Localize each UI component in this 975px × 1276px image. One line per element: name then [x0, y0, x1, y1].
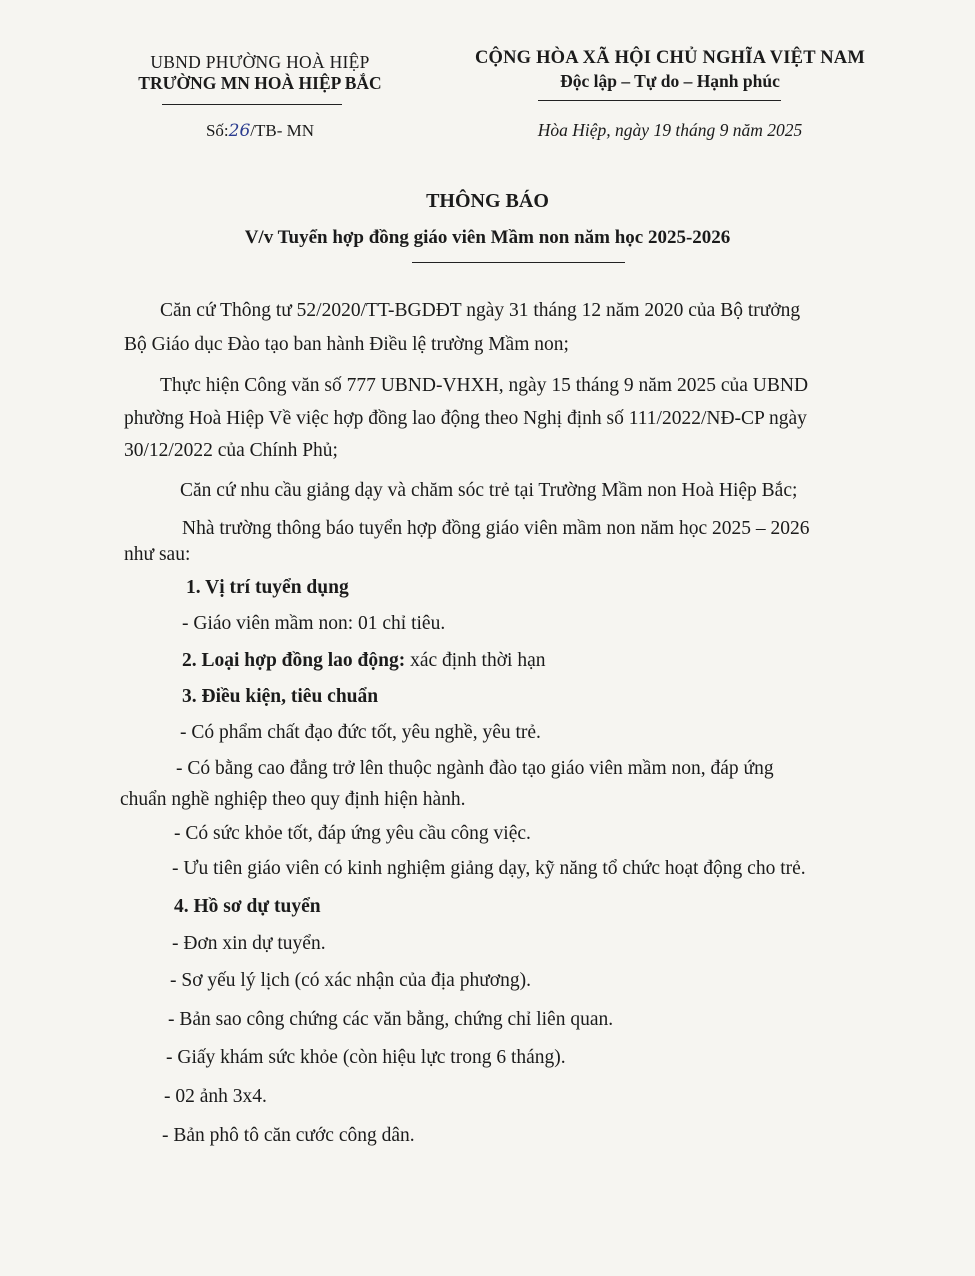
document-title: THÔNG BÁO: [426, 190, 549, 212]
section-2-value: xác định thời hạn: [405, 650, 546, 671]
section-3-item-2-line-2: chuẩn nghề nghiệp theo quy định hiện hành.: [120, 789, 466, 810]
section-4-item-4: - Giấy khám sức khỏe (còn hiệu lực trong 6 tháng).: [166, 1047, 566, 1068]
place-and-date: Hòa Hiệp, ngày 19 tháng 9 năm 2025: [537, 120, 803, 140]
header-right-divider: [538, 100, 781, 101]
announcement-line-1: Nhà trường thông báo tuyển hợp đồng giáo viên mầm non năm học 2025 – 2026: [182, 518, 810, 539]
section-1-heading: 1. Vị trí tuyển dụng: [186, 577, 349, 598]
section-3-item-2-line-1: - Có bằng cao đẳng trở lên thuộc ngành đào tạo giáo viên mầm non, đáp ứng: [176, 758, 774, 779]
basis-paragraph-3: Căn cứ nhu cầu giảng dạy và chăm sóc trẻ tại Trường Mầm non Hoà Hiệp Bắc;: [180, 480, 798, 501]
section-4-item-3: - Bản sao công chứng các văn bằng, chứng chỉ liên quan.: [168, 1009, 614, 1030]
issuing-school: TRƯỜNG MN HOÀ HIỆP BẮC: [138, 73, 382, 93]
section-4-item-1: - Đơn xin dự tuyển.: [172, 933, 326, 954]
document-number: [70, 121, 450, 141]
document-subject: V/v Tuyển hợp đồng giáo viên Mầm non năm học 2025-2026: [244, 227, 731, 248]
section-1-item: - Giáo viên mầm non: 01 chỉ tiêu.: [182, 613, 446, 634]
announcement-line-2: như sau:: [124, 544, 191, 565]
header-left-divider: [162, 104, 342, 105]
basis-paragraph-2-line-3: 30/12/2022 của Chính Phủ;: [124, 440, 338, 461]
doc-number-suffix: /TB- MN: [250, 121, 315, 140]
basis-paragraph-2-line-2: phường Hoà Hiệp Về việc hợp đồng lao động theo Nghị định số 111/2022/NĐ-CP ngày: [124, 408, 807, 429]
section-3-item-1: - Có phẩm chất đạo đức tốt, yêu nghề, yêu trẻ.: [180, 722, 541, 743]
section-3-item-3: - Có sức khỏe tốt, đáp ứng yêu cầu công việc.: [174, 823, 531, 844]
basis-paragraph-2-line-1: Thực hiện Công văn số 777 UBND-VHXH, ngày 15 tháng 9 năm 2025 của UBND: [160, 375, 809, 396]
section-4-heading: 4. Hồ sơ dự tuyển: [174, 896, 321, 917]
title-divider: [412, 262, 625, 263]
section-3-item-4: - Ưu tiên giáo viên có kinh nghiệm giảng dạy, kỹ năng tổ chức hoạt động cho trẻ.: [172, 858, 806, 879]
section-4-item-2: - Sơ yếu lý lịch (có xác nhận của địa phương).: [170, 970, 531, 991]
national-motto: Độc lập – Tự do – Hạnh phúc: [560, 71, 780, 91]
doc-number-prefix: Số:: [205, 121, 229, 140]
national-title: CỘNG HÒA XÃ HỘI CHỦ NGHĨA VIỆT NAM: [474, 48, 866, 68]
section-2-heading: 2. Loại hợp đồng lao động:: [182, 650, 406, 671]
issuing-authority: UBND PHƯỜNG HOÀ HIỆP: [150, 52, 370, 72]
basis-paragraph-1-line-2: Bộ Giáo dục Đào tạo ban hành Điều lệ trường Mầm non;: [124, 334, 569, 355]
section-4-item-5: - 02 ảnh 3x4.: [164, 1086, 267, 1107]
basis-paragraph-1-line-1: Căn cứ Thông tư 52/2020/TT-BGDĐT ngày 31 tháng 12 năm 2020 của Bộ trưởng: [160, 300, 801, 321]
section-3-heading: 3. Điều kiện, tiêu chuẩn: [182, 686, 379, 707]
doc-number-handwritten: 26: [228, 121, 251, 141]
section-2-line: [182, 650, 545, 672]
section-4-item-6: - Bản phô tô căn cước công dân.: [162, 1125, 415, 1146]
